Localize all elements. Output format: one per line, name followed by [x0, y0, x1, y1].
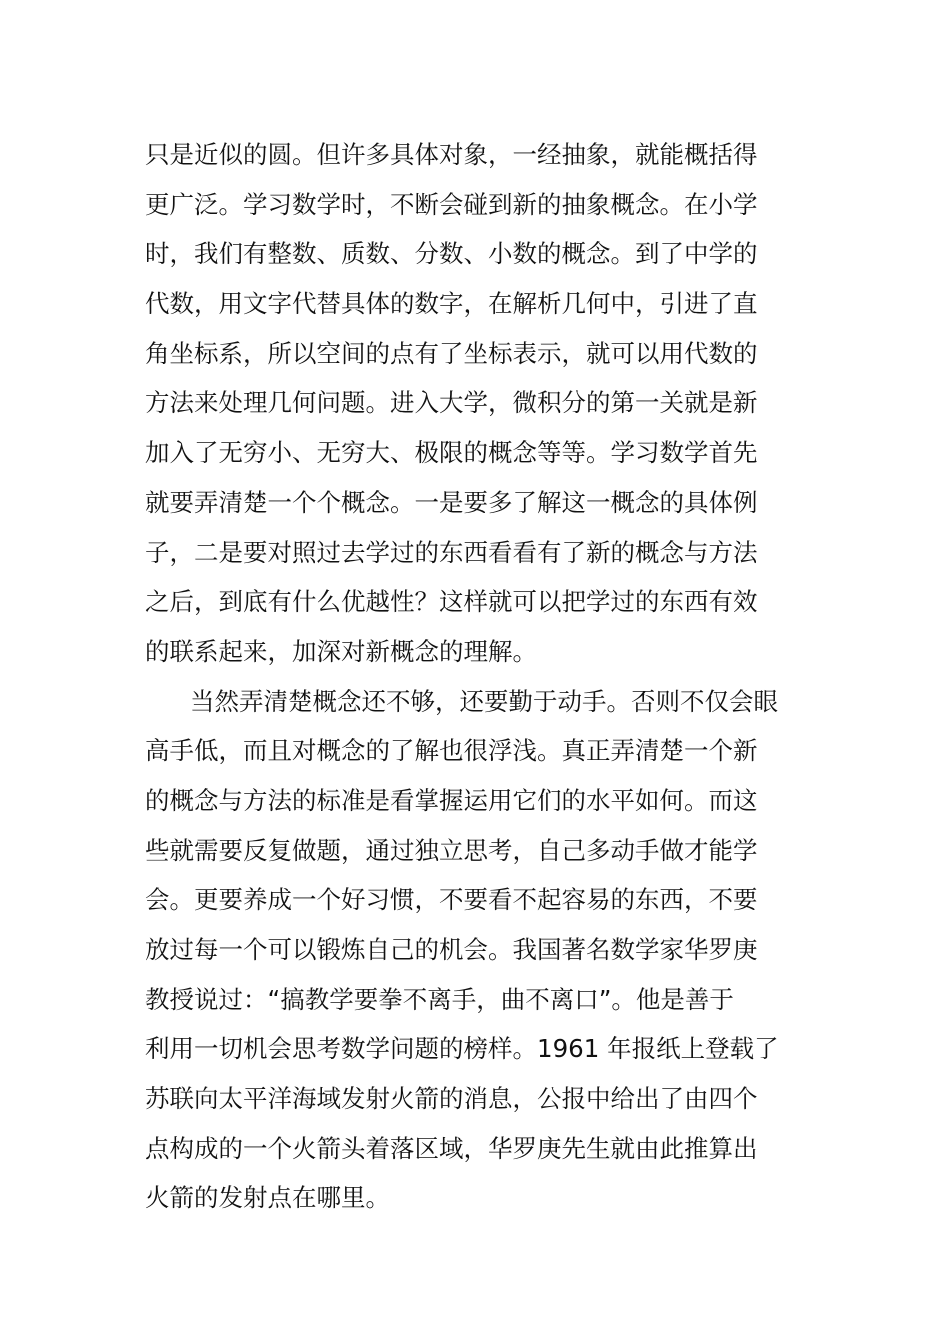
text-line: 火箭的发射点在哪里。: [145, 1183, 390, 1213]
paragraph-2: [145, 677, 815, 1224]
text-line: 时，我们有整数、质数、分数、小数的概念。到了中学的: [145, 239, 758, 269]
text-line: 些就需要反复做题，通过独立思考，自己多动手做才能学: [145, 835, 758, 865]
text-line: 教授说过：“搞教学要拳不离手，曲不离口”。他是善于: [145, 984, 734, 1014]
text-line: 点构成的一个火箭头着落区域，华罗庚先生就由此推算出: [145, 1133, 758, 1163]
text-line: 的概念与方法的标准是看掌握运用它们的水平如何。而这: [145, 785, 758, 815]
text-line: 利用一切机会思考数学问题的榜样。1961 年报纸上登载了: [145, 1034, 779, 1064]
text-line: 代数，用文字代替具体的数字，在解析几何中，引进了直: [145, 289, 758, 319]
text-line: 会。更要养成一个好习惯，不要看不起容易的东西，不要: [145, 885, 758, 915]
text-line: 加入了无穷小、无穷大、极限的概念等等。学习数学首先: [145, 438, 758, 468]
text-line: 角坐标系，所以空间的点有了坐标表示，就可以用代数的: [145, 338, 758, 368]
text-line: 高手低，而且对概念的了解也很浮浅。真正弄清楚一个新: [145, 736, 758, 766]
text-line: 就要弄清楚一个个概念。一是要多了解这一概念的具体例: [145, 487, 758, 517]
text-line: 子，二是要对照过去学过的东西看看有了新的概念与方法: [145, 537, 758, 567]
body-text: [145, 130, 815, 1223]
text-line: 当然弄清楚概念还不够，还要勤于动手。否则不仅会眼: [190, 686, 778, 716]
paragraph-1: [145, 130, 815, 677]
text-line: 之后，到底有什么优越性？这样就可以把学过的东西有效: [145, 587, 758, 617]
text-line: 的联系起来，加深对新概念的理解。: [145, 636, 537, 666]
text-line: 苏联向太平洋海域发射火箭的消息，公报中给出了由四个: [145, 1084, 758, 1114]
text-line: 只是近似的圆。但许多具体对象，一经抽象，就能概括得: [145, 140, 758, 169]
text-line: 方法来处理几何问题。进入大学，微积分的第一关就是新: [145, 388, 758, 418]
text-line: 更广泛。学习数学时，不断会碰到新的抽象概念。在小学: [145, 189, 758, 219]
text-line: 放过每一个可以锻炼自己的机会。我国著名数学家华罗庚: [145, 935, 758, 964]
